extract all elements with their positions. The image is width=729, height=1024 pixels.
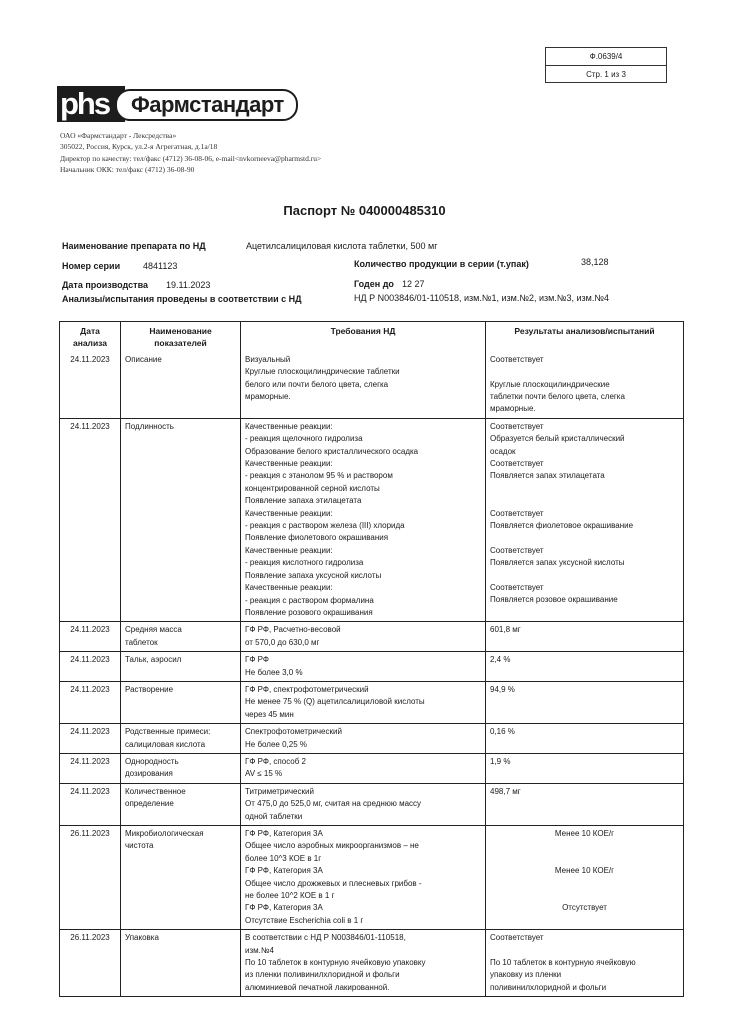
cell-result [485,622,683,651]
cell-line [490,890,679,902]
drug-value: Ацетилсалициловая кислота таблетки, 500 мг [246,241,438,251]
tests-label: Анализы/испытания проведены в соответствии с НД [62,294,302,304]
production-date-value: 19.11.2023 [166,280,211,290]
cell-date [60,930,120,996]
cell-line: Качественные реакции: [245,545,333,555]
cell-line: ГФ РФ, Категория 3А [245,866,323,876]
cell-line: ГФ РФ, Категория 3А [245,903,323,913]
header-text: Наименование [149,326,212,336]
cell-line: Менее 10 КОЕ/г [554,829,615,839]
cell-line [490,495,679,507]
table-row [60,783,683,825]
header-text: Результаты анализов/испытаний [514,326,655,336]
cell-indicator [120,930,240,996]
table-row [60,825,683,929]
cell-line: Не менее 75 % (Q) ацетилсалициловой кислоты [245,697,425,707]
cell-date [60,724,120,753]
valid-until-label: Годен до [354,279,394,289]
cell-line [490,570,679,582]
cell-line: Средняя масса [125,625,182,635]
cell-line: Отсутствует [562,903,607,913]
cell-line [490,915,679,927]
cell-line: - реакция с раствором железа (III) хлорида [245,521,405,531]
cell-result [485,784,683,825]
cell-indicator [120,784,240,825]
table-row [60,723,683,753]
cell-line: 24.11.2023 [70,684,110,694]
cell-line: 498,7 мг [490,786,521,796]
cell-indicator [120,352,240,418]
cell-requirement [240,352,485,418]
cell-requirement [240,652,485,681]
header-text: анализа [72,338,108,349]
table-row [60,651,683,681]
cell-indicator [120,754,240,783]
cell-line: Подлинность [125,421,174,431]
passport-title: Паспорт № 040000485310 [283,203,446,218]
cell-line: От 475,0 до 525,0 мг, считая на среднюю массу [245,799,422,809]
cell-requirement [240,622,485,651]
cell-indicator [120,652,240,681]
cell-line: 601,8 мг [490,625,521,635]
cell-result [485,754,683,783]
cell-line: Появление запаха уксусной кислоты [245,570,382,580]
cell-line: Соответствует [490,583,544,593]
cell-line: салициловая кислота [125,739,206,749]
header-results [485,322,683,352]
cell-line [490,607,679,619]
cell-line: Образование белого кристаллического осадка [245,446,419,456]
cell-line: мраморные. [245,392,291,402]
cell-line: Описание [125,354,162,364]
cell-date [60,419,120,622]
cell-line: дозирования [125,769,173,779]
cell-line: мраморные. [490,404,536,414]
cell-date [60,784,120,825]
cell-line: ГФ РФ, Категория 3А [245,829,323,839]
cell-line: ГФ РФ, спектрофотометрический [245,684,369,694]
valid-until-value: 12 27 [402,279,425,289]
cell-requirement [240,682,485,723]
cell-line: Микробиологическая [125,829,204,839]
cell-line: Титриметрический [245,786,314,796]
cell-line: Не более 3,0 % [245,667,303,677]
table-row [60,929,683,996]
cell-line: от 570,0 до 630,0 мг [245,637,320,647]
table-row [60,681,683,723]
table-row [60,753,683,783]
cell-line: Образуется белый кристаллический [490,434,625,444]
cell-line: 24.11.2023 [70,655,110,665]
cell-line: белого или почти белого цвета, слегка [245,379,389,389]
cell-line: Появление розового окрашивания [245,607,373,617]
cell-requirement [240,784,485,825]
cell-line [490,840,679,852]
cell-line: По 10 таблеток в контурную ячейковую [490,958,636,968]
cell-line: В соответствии с НД Р N003846/01-110518, [245,933,406,943]
cell-result [485,652,683,681]
cell-line [490,878,679,890]
cell-line: Появляется фиолетовое окрашивание [490,521,634,531]
cell-line [490,483,679,495]
header-indicator [120,322,240,352]
cell-line: концентрированной серной кислоты [245,483,380,493]
cell-line: Родственные примеси: [125,727,211,737]
cell-line: ГФ РФ [245,655,269,665]
cell-date [60,652,120,681]
cell-indicator [120,419,240,622]
cell-line [490,945,679,957]
cell-line: 24.11.2023 [70,727,110,737]
cell-line: 24.11.2023 [70,786,110,796]
page-counter: Стр. 1 из 3 [586,70,626,79]
cell-line [490,366,679,378]
cell-line: Соответствует [490,421,544,431]
cell-line: Круглые плоскоцилиндрические таблетки [245,367,400,377]
cell-line: Тальк, аэросил [125,655,182,665]
cell-line: 26.11.2023 [70,829,110,839]
header-date [60,322,120,352]
cell-line: не более 10^2 КОЕ в 1 г [245,891,335,901]
cell-line: 24.11.2023 [70,421,110,431]
logo-mark: phs [57,86,125,122]
cell-line: упаковку из пленки [490,970,562,980]
cell-result [485,826,683,929]
header-text: Дата [80,326,100,336]
cell-line: Качественные реакции: [245,421,333,431]
cell-line: Однородность [125,756,179,766]
cell-requirement [240,419,485,622]
cell-line: Появляется запах этилацетата [490,471,605,481]
cell-line: Общее число дрожжевых и плесневых грибов - [245,878,422,888]
cell-line: Не более 0,25 % [245,739,307,749]
cell-line: 94,9 % [490,684,515,694]
series-value: 4841123 [143,261,178,271]
cell-line: чистота [125,841,154,851]
cell-line: Общее число аэробных микроорганизмов – не [245,841,419,851]
company-address [60,130,321,175]
cell-line: алюминиевой печатной лакированной. [245,982,390,992]
company-line: 305022, Россия, Курск, ул.2-я Агрегатная, д.1а/18 [60,142,218,152]
cell-line: - реакция кислотного гидролиза [245,558,364,568]
cell-line: - реакция щелочного гидролиза [245,434,363,444]
cell-line: Появляется запах уксусной кислоты [490,558,625,568]
cell-date [60,826,120,929]
cell-line: 1,9 % [490,756,511,766]
header-text: Требования НД [330,326,396,336]
cell-requirement [240,754,485,783]
table-header-row [60,322,683,352]
cell-requirement [240,724,485,753]
form-code-box [545,47,667,83]
cell-line [490,853,679,865]
cell-line: По 10 таблеток в контурную ячейковую упаковку [245,958,426,968]
cell-line: Качественные реакции: [245,583,333,593]
cell-date [60,754,120,783]
cell-line: 2,4 % [490,655,511,665]
table-row [60,352,683,418]
drug-label: Наименование препарата по НД [62,241,206,251]
cell-line: Качественные реакции: [245,508,333,518]
cell-line: 24.11.2023 [70,354,110,364]
company-line: ОАО «Фармстандарт - Лексредства» [60,131,177,140]
cell-line: Визуальный [245,354,291,364]
cell-line: Соответствует [490,508,544,518]
cell-line: Соответствует [490,545,544,555]
cell-line: Появляется розовое окрашивание [490,595,618,605]
cell-line: Соответствует [490,933,544,943]
cell-indicator [120,826,240,929]
cell-line: Появление фиолетового окрашивания [245,533,389,543]
cell-line: поливинилхлоридной и фольги [490,982,607,992]
cell-line: - реакция с этанолом 95 % и раствором [245,471,393,481]
header-requirements [240,322,485,352]
company-line: Директор по качеству: тел/факс (4712) 36-08-06, e-mail<nvkorneeva@pharmstd.ru> [60,153,322,163]
cell-line: Количественное [125,786,186,796]
cell-indicator [120,724,240,753]
cell-result [485,930,683,996]
cell-line: Спектрофотометрический [245,727,342,737]
cell-line: ГФ РФ, Расчетно-весовой [245,625,341,635]
cell-line: из пленки поливинилхлоридной и фольги [245,970,400,980]
cell-line [490,532,679,544]
cell-line: Качественные реакции: [245,459,333,469]
cell-line: 0,16 % [490,727,515,737]
header-text: показателей [154,338,207,349]
cell-line: Соответствует [490,459,544,469]
cell-line: изм.№4 [245,945,274,955]
cell-line: AV ≤ 15 % [245,769,283,779]
cell-date [60,352,120,418]
cell-line: таблетки почти белого цвета, слегка [490,392,625,402]
cell-requirement [240,930,485,996]
form-code: Ф.0639/4 [546,48,666,66]
logo-name: Фармстандарт [115,89,298,121]
cell-result [485,682,683,723]
company-line: Начальник ОКК: тел/факс (4712) 36-08-90 [60,164,195,174]
cell-line: осадок [490,446,516,456]
cell-indicator [120,622,240,651]
cell-line: Соответствует [490,354,544,364]
tests-value: НД Р N003846/01-110518, изм.№1, изм.№2, изм.№3, изм.№4 [354,293,610,303]
cell-indicator [120,682,240,723]
cell-line: - реакция с раствором формалина [245,595,374,605]
analysis-table [59,321,684,997]
cell-line: 26.11.2023 [70,933,110,943]
cell-line: Упаковка [125,933,159,943]
cell-line: 24.11.2023 [70,756,110,766]
cell-line: Круглые плоскоцилиндрические [490,379,610,389]
cell-result [485,419,683,622]
cell-line: более 10^3 КОЕ в 1г [245,853,322,863]
quantity-label: Количество продукции в серии (т.упак) [354,259,529,269]
cell-result [485,352,683,418]
production-date-label: Дата производства [62,280,148,290]
cell-line: 24.11.2023 [70,625,110,635]
table-row [60,418,683,622]
series-label: Номер серии [62,261,121,271]
cell-line: одной таблетки [245,811,303,821]
cell-date [60,622,120,651]
cell-result [485,724,683,753]
cell-line: Растворение [125,684,174,694]
cell-line: ГФ РФ, способ 2 [245,756,306,766]
cell-line: Появление запаха этилацетата [245,496,362,506]
cell-line: таблеток [125,637,158,647]
quantity-value: 38,128 [581,257,609,267]
table-row [60,621,683,651]
cell-date [60,682,120,723]
cell-line: через 45 мин [245,709,294,719]
cell-line: Отсутствие Escherichia coli в 1 г [245,915,364,925]
cell-line: определение [125,799,174,809]
cell-requirement [240,826,485,929]
cell-line: Менее 10 КОЕ/г [554,866,615,876]
